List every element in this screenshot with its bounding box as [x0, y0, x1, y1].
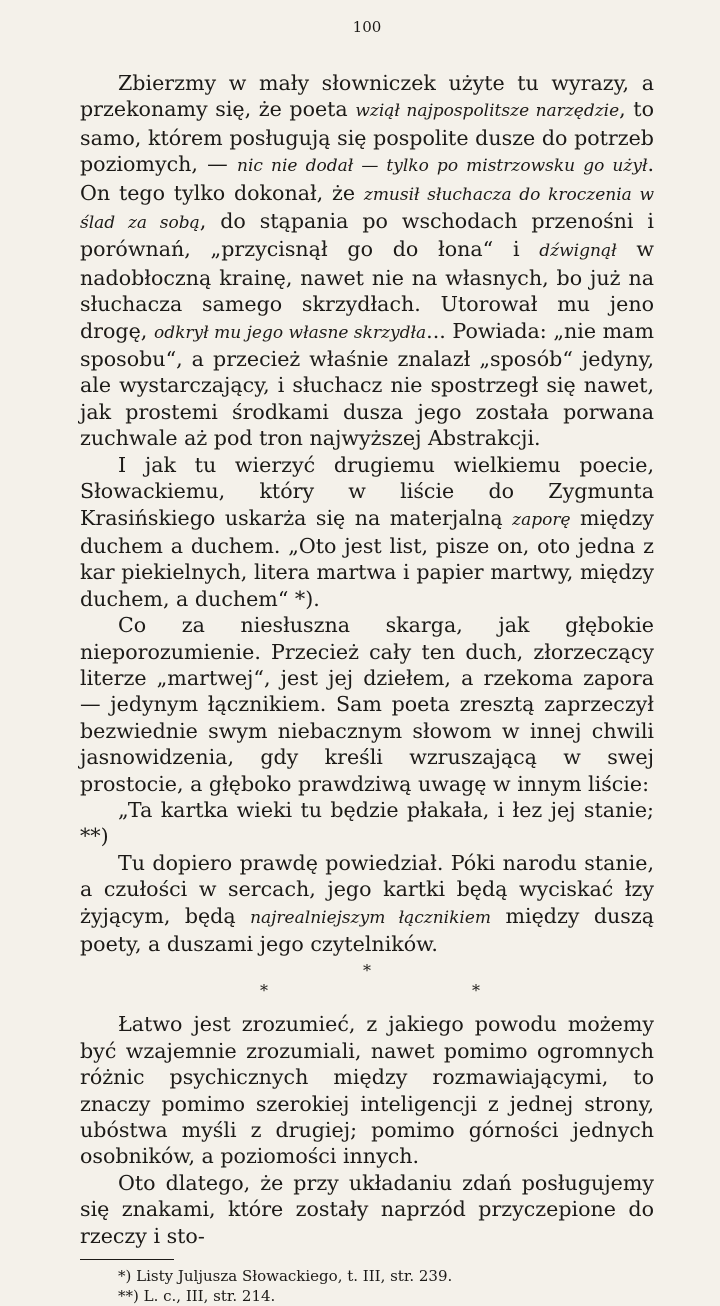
page-number: 100 — [352, 18, 382, 36]
emphasis-text: zmusił słuchacza do kroczenia w ślad za sobą — [80, 184, 655, 234]
emphasis-text: nic nie dodał — tylko po mistrzowsku go użył — [237, 156, 648, 177]
footnote-rule — [80, 1259, 174, 1260]
body-text — [80, 70, 654, 1249]
text-run: Oto dlatego, że przy układaniu zdań posługujemy się znakami, które zostały naprzód przyczepione do rzeczy i sto- — [80, 1170, 654, 1248]
paragraph — [80, 70, 654, 452]
text-run: ... Powiada: „nie mam sposobu“, a przecież właśnie znalazł „sposób“ jedyny, ale wystarczający, i słuchacz nie spostrzegł się nawet, jak prostemi środkami dusza jego została porwana zuchwale aż pod tron najwyższej Abstrakcji. — [80, 318, 654, 451]
paragraph — [80, 850, 654, 958]
text-run: . On tego tylko dokonał, że — [80, 152, 655, 205]
emphasis-text: odkrył mu jego własne skrzydła — [153, 322, 427, 343]
text-run: Łatwo jest zrozumieć, z jakiego powodu możemy być wzajemnie zrozumiali, nawet pomimo ogromnych różnic psychicznych między rozmawiającymi, to znaczy pomimo szerokiej inteligencji z jednej strony, ubóstwa myśli z drugiej; pomimo górności jednych osobników, a poziomości innych. — [80, 1012, 654, 1169]
text-run: Co za niesłuszna skarga, jak głębokie nieporozumienie. Przecież cały ten duch, złorzeczący literze „martwej“, jest jej dziełem, a rzekoma zapora — jedynym łącznikiem. Sam poeta zresztą zaprzeczył bezwiednie swym niebacznym słowom w innej chwili jasnowidzenia, gdy kreśli wzruszającą w swej prostocie, a głęboko prawdziwą uwagę w innym liście: — [80, 613, 654, 796]
paragraph — [80, 612, 654, 797]
separator-star-right: * — [472, 981, 480, 1001]
text-run: , do stąpania po wschodach przenośni i porównań, „przycisnął go do łona“ i — [80, 209, 655, 262]
emphasis-text: najrealniejszym łącznikiem — [250, 907, 492, 928]
text-run: między duszą poety, a duszami jego czytelników. — [80, 903, 654, 956]
footnote: *) Listy Juljusza Słowackiego, t. III, str. 239. — [118, 1267, 453, 1286]
text-run: Tu dopiero prawdę powiedział. Póki narodu stanie, a czułości w sercach, jego kartki będą wyciskać łzy żyjącym, będą — [80, 850, 654, 928]
text-run: I jak tu wierzyć drugiemu wielkiemu poecie, Słowackiemu, który w liście do Zygmunta Krasińskiego uskarża się na materjalną — [80, 452, 654, 530]
emphasis-text: dźwignął — [539, 241, 617, 262]
paragraph — [80, 1011, 654, 1169]
text-run: „Ta kartka wieki tu będzie płakała, i łez jej stanie; **) — [80, 797, 654, 849]
separator-star-left: * — [260, 981, 268, 1001]
paragraphs-after-separator — [80, 1011, 654, 1249]
text-run: Zbierzmy w mały słowniczek użyte tu wyrazy, a przekonamy się, że poeta — [80, 71, 654, 122]
text-run: w nadobłoczną krainę, nawet nie na własnych, bo już na słuchacza samego skrzydłach. Utorował mu jeno drogę, — [80, 237, 654, 343]
paragraph — [80, 452, 654, 612]
paragraph — [80, 1170, 654, 1249]
footnotes — [80, 1266, 654, 1306]
footnote: **) L. c., III, str. 214. — [118, 1287, 276, 1306]
separator-star-top: * — [363, 961, 371, 981]
paragraphs-before-separator — [80, 70, 654, 957]
section-separator — [80, 961, 654, 1011]
emphasis-text: zaporę — [512, 509, 571, 530]
text-run: między duchem a duchem. „Oto jest list, pisze on, oto jedna z kar piekielnych, litera martwa i papier martwy, między duchem, a duchem“ *). — [80, 505, 655, 611]
verse-quote — [80, 797, 654, 850]
text-run: , to samo, którem posługują się pospolite dusze do potrzeb poziomych, — — [80, 97, 654, 177]
emphasis-text: wziął najpospolitsze narzędzie — [355, 101, 620, 122]
